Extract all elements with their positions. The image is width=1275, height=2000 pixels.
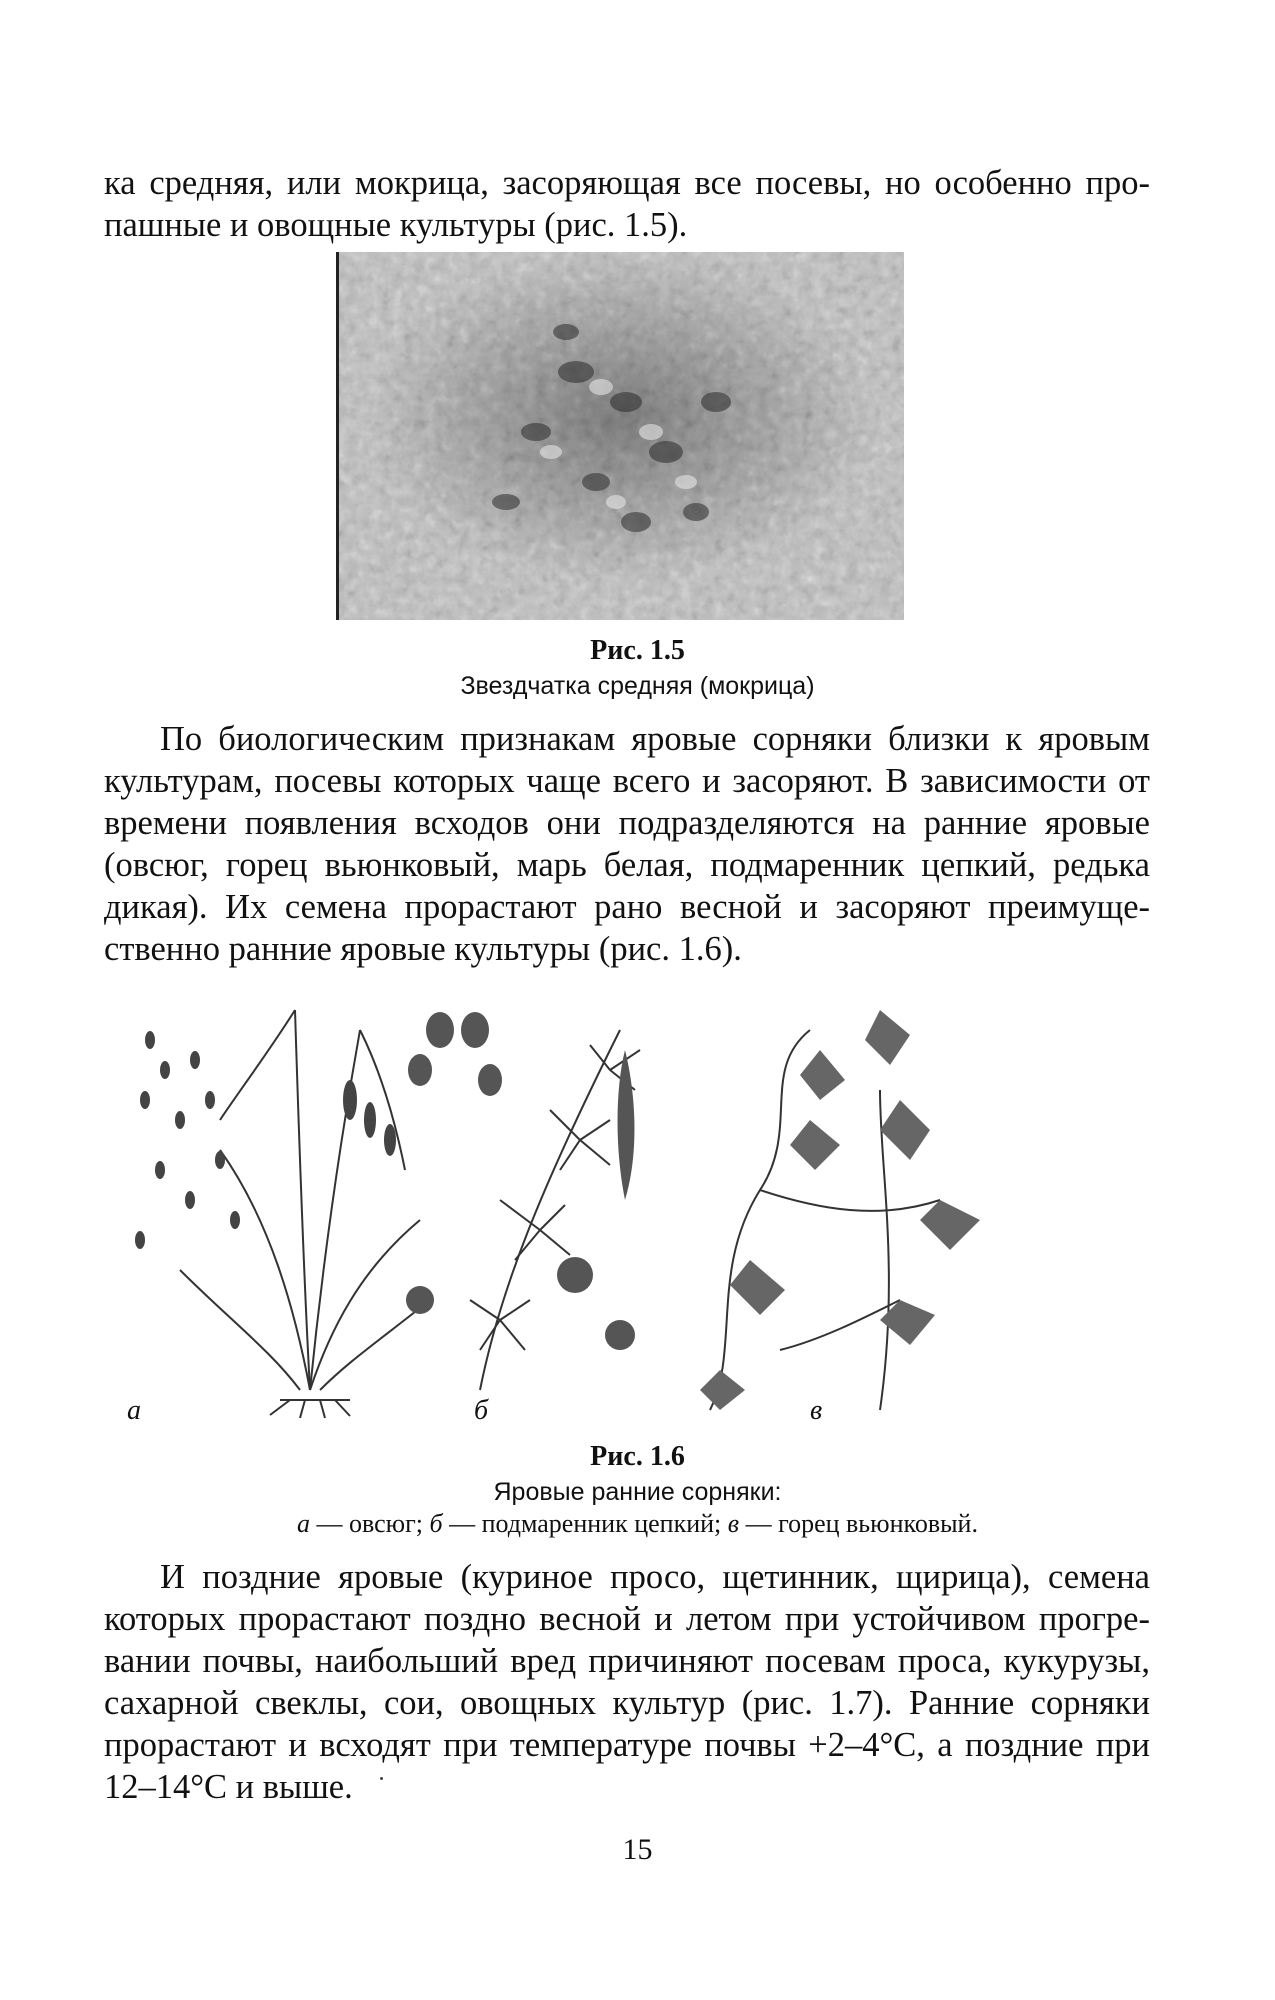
black-bindweed-leaves — [700, 1010, 980, 1410]
figure-1-6-caption: Яровые ранние сорняки: — [493, 1478, 782, 1506]
paragraph-bottom — [104, 1556, 1150, 1808]
text-line: времени появления всходов они подразделяются на ранние яровые — [104, 804, 1150, 842]
text-line: культурам, посевы которых чаще всего и засоряют. В зависимости от — [104, 762, 1150, 800]
figure-1-5-title: Рис. 1.5 — [590, 635, 685, 666]
legend-letter-c: в — [727, 1509, 740, 1538]
legend-text-c: — горец вьюнковый. — [739, 1509, 978, 1538]
text-line: ственно ранние яровые культуры (рис. 1.6). — [104, 930, 742, 968]
paragraph-top — [104, 162, 1150, 246]
panel-label-a: а — [127, 1395, 141, 1426]
text-line: сахарной свеклы, сои, овощных культур (рис. 1.7). Ранние сорняки — [104, 1684, 1150, 1722]
figure-1-6 — [120, 970, 1160, 1430]
text-line: (овсюг, горец вьюнковый, марь белая, подмаренник цепкий, редька — [104, 846, 1150, 884]
stray-dot — [380, 1777, 383, 1780]
text-line: И поздние яровые (куриное просо, щетинник, щирица), семена — [160, 1558, 1150, 1596]
legend-text-a: — овсюг; — [310, 1509, 430, 1538]
panel-label-c: в — [810, 1395, 823, 1426]
text-line: пашные и овощные культуры (рис. 1.5). — [104, 206, 688, 244]
figure-1-6-title: Рис. 1.6 — [590, 1441, 685, 1472]
panel-label-b: б — [474, 1395, 489, 1426]
text-line: прорастают и всходят при температуре почвы +2–4°С, а поздние при — [104, 1726, 1150, 1764]
cleavers-details — [406, 1012, 635, 1350]
text-line: ка средняя, или мокрица, засоряющая все посевы, но особенно про- — [104, 164, 1150, 202]
text-line: которых прорастают поздно весной и летом при устойчивом прогре- — [104, 1600, 1150, 1638]
legend-letter-a: а — [297, 1509, 311, 1538]
text-line: По биологическим признакам яровые сорняки близки к яровым — [160, 720, 1150, 758]
text-line: дикая). Их семена прорастают рано весной и засоряют преимуще- — [104, 888, 1150, 926]
figure-1-6-legend — [0, 1508, 1275, 1540]
legend-letter-b: б — [429, 1509, 443, 1538]
wild-oat-drawing — [180, 1010, 430, 1418]
legend-text-b: — подмаренник цепкий; — [442, 1509, 728, 1538]
text-line: 12–14°С и выше. — [104, 1768, 353, 1806]
paragraph-middle — [104, 718, 1150, 970]
chickweed-photo — [336, 252, 904, 620]
figure-1-5-caption: Звездчатка средняя (мокрица) — [460, 672, 815, 700]
page-number: 15 — [622, 1833, 653, 1866]
wild-oat-spikelets — [135, 1031, 396, 1249]
text-line: вании почвы, наибольший вред причиняют посевам проса, кукурузы, — [104, 1642, 1150, 1680]
